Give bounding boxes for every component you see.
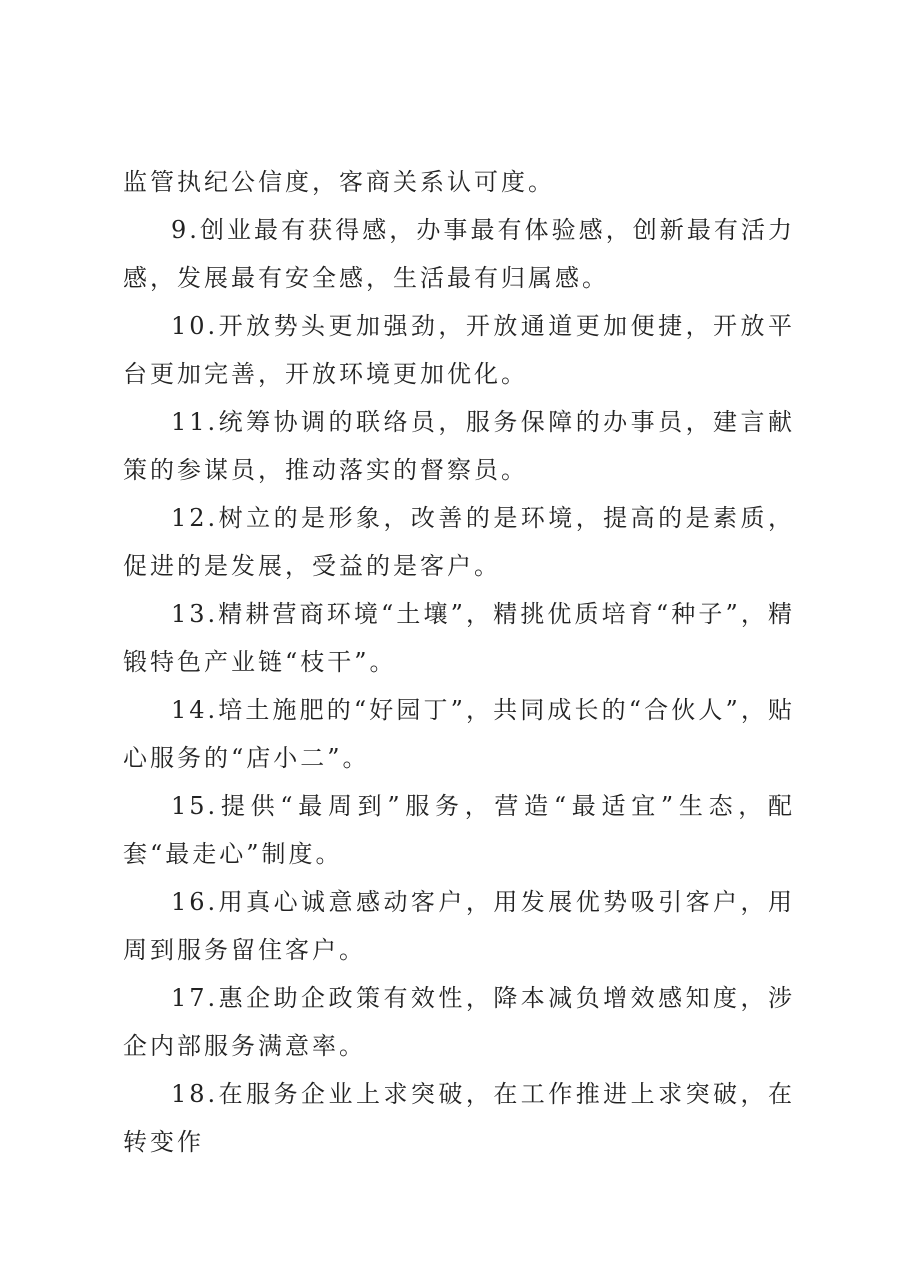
paragraph-11: 11.统筹协调的联络员，服务保障的办事员，建言献策的参谋员，推动落实的督察员。: [123, 408, 795, 484]
paragraph-14: 14.培土施肥的“好园丁”，共同成长的“合伙人”，贴心服务的“店小二”。: [123, 696, 795, 772]
paragraph-18: 18.在服务企业上求突破，在工作推进上求突破，在转变作: [123, 1080, 795, 1156]
paragraph-9: 9.创业最有获得感，办事最有体验感，创新最有活力感，发展最有安全感，生活最有归属感。: [123, 216, 795, 292]
paragraph-13: 13.精耕营商环境“土壤”，精挑优质培育“种子”，精锻特色产业链“枝干”。: [123, 600, 795, 676]
paragraph-12: 12.树立的是形象，改善的是环境，提高的是素质，促进的是发展，受益的是客户。: [123, 504, 795, 580]
document-page: [123, 158, 795, 1166]
paragraph-8-continuation: 监管执纪公信度，客商关系认可度。: [123, 168, 555, 196]
paragraph-15: 15.提供“最周到”服务，营造“最适宜”生态，配套“最走心”制度。: [123, 792, 795, 868]
paragraph-10: 10.开放势头更加强劲，开放通道更加便捷，开放平台更加完善，开放环境更加优化。: [123, 312, 795, 388]
paragraph-17: 17.惠企助企政策有效性，降本减负增效感知度，涉企内部服务满意率。: [123, 984, 795, 1060]
paragraph-16: 16.用真心诚意感动客户，用发展优势吸引客户，用周到服务留住客户。: [123, 888, 795, 964]
